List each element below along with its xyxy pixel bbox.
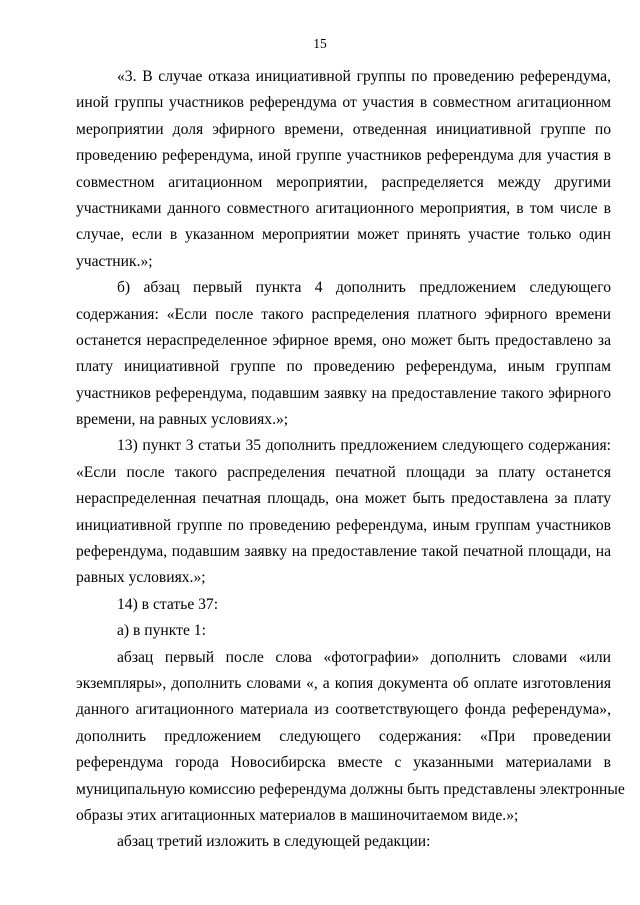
document-body [76, 64, 625, 856]
text-line: совместном агитационном мероприятии, распределяется между другими [76, 173, 611, 191]
text-line: содержания: «Если после такого распределения платного эфирного времени [76, 305, 611, 323]
text-line: экземпляры», дополнить словами «, а копия документа об оплате изготовления [76, 674, 611, 692]
text-line: а) в пункте 1: [117, 622, 206, 640]
text-line: муниципальную комиссию референдума должны быть представлены электронные [76, 780, 625, 798]
text-line: случае, если в указанном мероприятии может принять участие только один [76, 226, 611, 244]
text-line: времени, на равных условиях.»; [76, 411, 289, 429]
text-line: нераспределенная печатная площадь, она может быть предоставлена за плату [76, 490, 611, 508]
text-line: «3. В случае отказа инициативной группы по проведению референдума, [117, 68, 611, 85]
text-line: останется нераспределенное эфирное время, оно может быть предоставлено за [76, 331, 611, 349]
text-line: мероприятии доля эфирного времени, отведенная инициативной группе по [76, 120, 611, 138]
text-line: 14) в статье 37: [117, 595, 219, 613]
paragraph [76, 592, 611, 618]
text-line: иной группы участников референдума от участия в совместном агитационном [76, 94, 611, 112]
paragraph [76, 275, 611, 433]
page-number: 15 [313, 36, 327, 51]
text-line: проведению референдума, иной группе участников референдума для участия в [76, 147, 611, 165]
text-line: абзац первый после слова «фотографии» дополнить словами «или [117, 648, 611, 666]
paragraph [76, 433, 611, 591]
text-line: плату инициативной группе по проведению референдума, иным группам [76, 358, 611, 376]
text-line: абзац третий изложить в следующей редакции: [117, 833, 431, 851]
text-line: референдума, подавшим заявку на предоставление такой печатной площади, на [76, 543, 611, 561]
paragraph [76, 618, 611, 644]
text-line: референдума города Новосибирска вместе с указанными материалами в [76, 754, 611, 772]
text-line: данного агитационного материала из соответствующего фонда референдума», [76, 701, 611, 719]
text-line: инициативной группе по проведению референдума, иным группам участников [76, 516, 611, 534]
text-line: дополнить предложением следующего содержания: «При проведении [76, 727, 611, 745]
text-line: «Если после такого распределения печатной площади за плату останется [76, 463, 611, 481]
paragraph [76, 64, 611, 275]
text-line: образы этих агитационных материалов в машиночитаемом виде.»; [76, 806, 519, 824]
text-line: равных условиях.»; [76, 569, 206, 587]
text-line: участник.»; [76, 252, 153, 270]
paragraph [76, 829, 611, 855]
text-line: участниками данного совместного агитационного мероприятия, в том числе в [76, 199, 611, 217]
text-line: б) абзац первый пункта 4 дополнить предложением следующего [117, 279, 611, 297]
paragraph [76, 645, 625, 830]
text-line: участников референдума, подавшим заявку на предоставление такого эфирного [76, 384, 611, 402]
text-line: 13) пункт 3 статьи 35 дополнить предложением следующего содержания: [117, 437, 611, 455]
